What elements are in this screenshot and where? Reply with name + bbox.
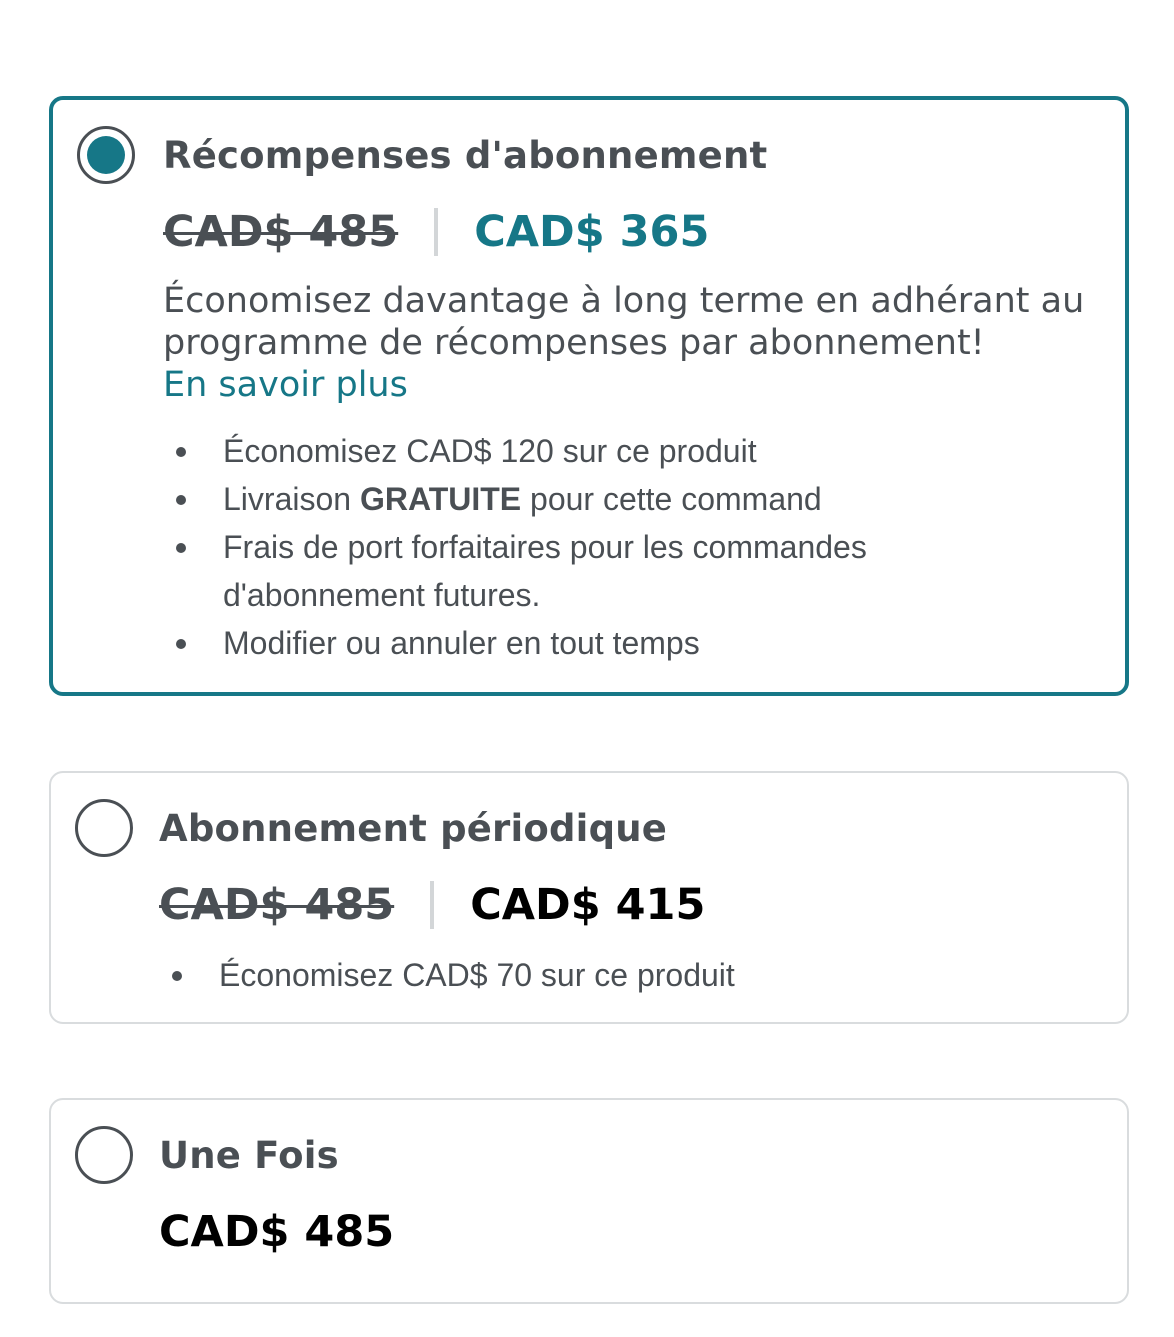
benefit-savings: Économisez CAD$ 70 sur ce produit: [219, 957, 735, 993]
benefit-cancel-anytime: Modifier ou annuler en tout temps: [223, 625, 700, 661]
option-card-periodic-subscription[interactable]: [49, 771, 1129, 1024]
benefit-shipping-suffix: pour cette command: [521, 481, 822, 517]
benefit-shipping-prefix: Livraison: [223, 481, 360, 517]
price-row: [159, 1202, 394, 1262]
benefits-list: [159, 951, 1059, 999]
option-title: Abonnement périodique: [159, 807, 668, 850]
price-separator: [430, 881, 434, 929]
price-separator: [434, 208, 438, 256]
discounted-price: CAD$ 415: [470, 880, 706, 930]
price-row: [159, 875, 705, 935]
original-price: CAD$ 485: [163, 207, 399, 257]
option-description: [163, 280, 1123, 406]
option-card-one-time[interactable]: [49, 1098, 1129, 1304]
radio-button[interactable]: [75, 799, 133, 857]
radio-button-selected[interactable]: [77, 126, 135, 184]
radio-button[interactable]: [75, 1126, 133, 1184]
price: CAD$ 485: [159, 1207, 395, 1257]
list-item: [163, 427, 1003, 475]
benefit-flat-rate: Frais de port forfaitaires pour les commandes d'abonnement futures.: [223, 529, 867, 613]
list-item: [163, 619, 1003, 667]
option-title: Une Fois: [159, 1134, 339, 1177]
price-row: [163, 202, 709, 262]
benefit-shipping-free: GRATUITE: [359, 481, 522, 517]
description-text: Économisez davantage à long terme en adhérant au programme de récompenses par abonnement!: [163, 281, 1085, 363]
list-item: [163, 523, 1003, 619]
benefits-list: [163, 427, 1003, 667]
list-item: [163, 475, 1003, 523]
option-card-subscription-rewards[interactable]: [49, 96, 1129, 696]
radio-selected-dot: [87, 136, 125, 174]
discounted-price: CAD$ 365: [474, 207, 710, 257]
learn-more-link[interactable]: En savoir plus: [163, 365, 408, 405]
original-price: CAD$ 485: [159, 880, 395, 930]
option-title: Récompenses d'abonnement: [163, 134, 768, 177]
benefit-savings: Économisez CAD$ 120 sur ce produit: [223, 433, 757, 469]
list-item: [159, 951, 1059, 999]
